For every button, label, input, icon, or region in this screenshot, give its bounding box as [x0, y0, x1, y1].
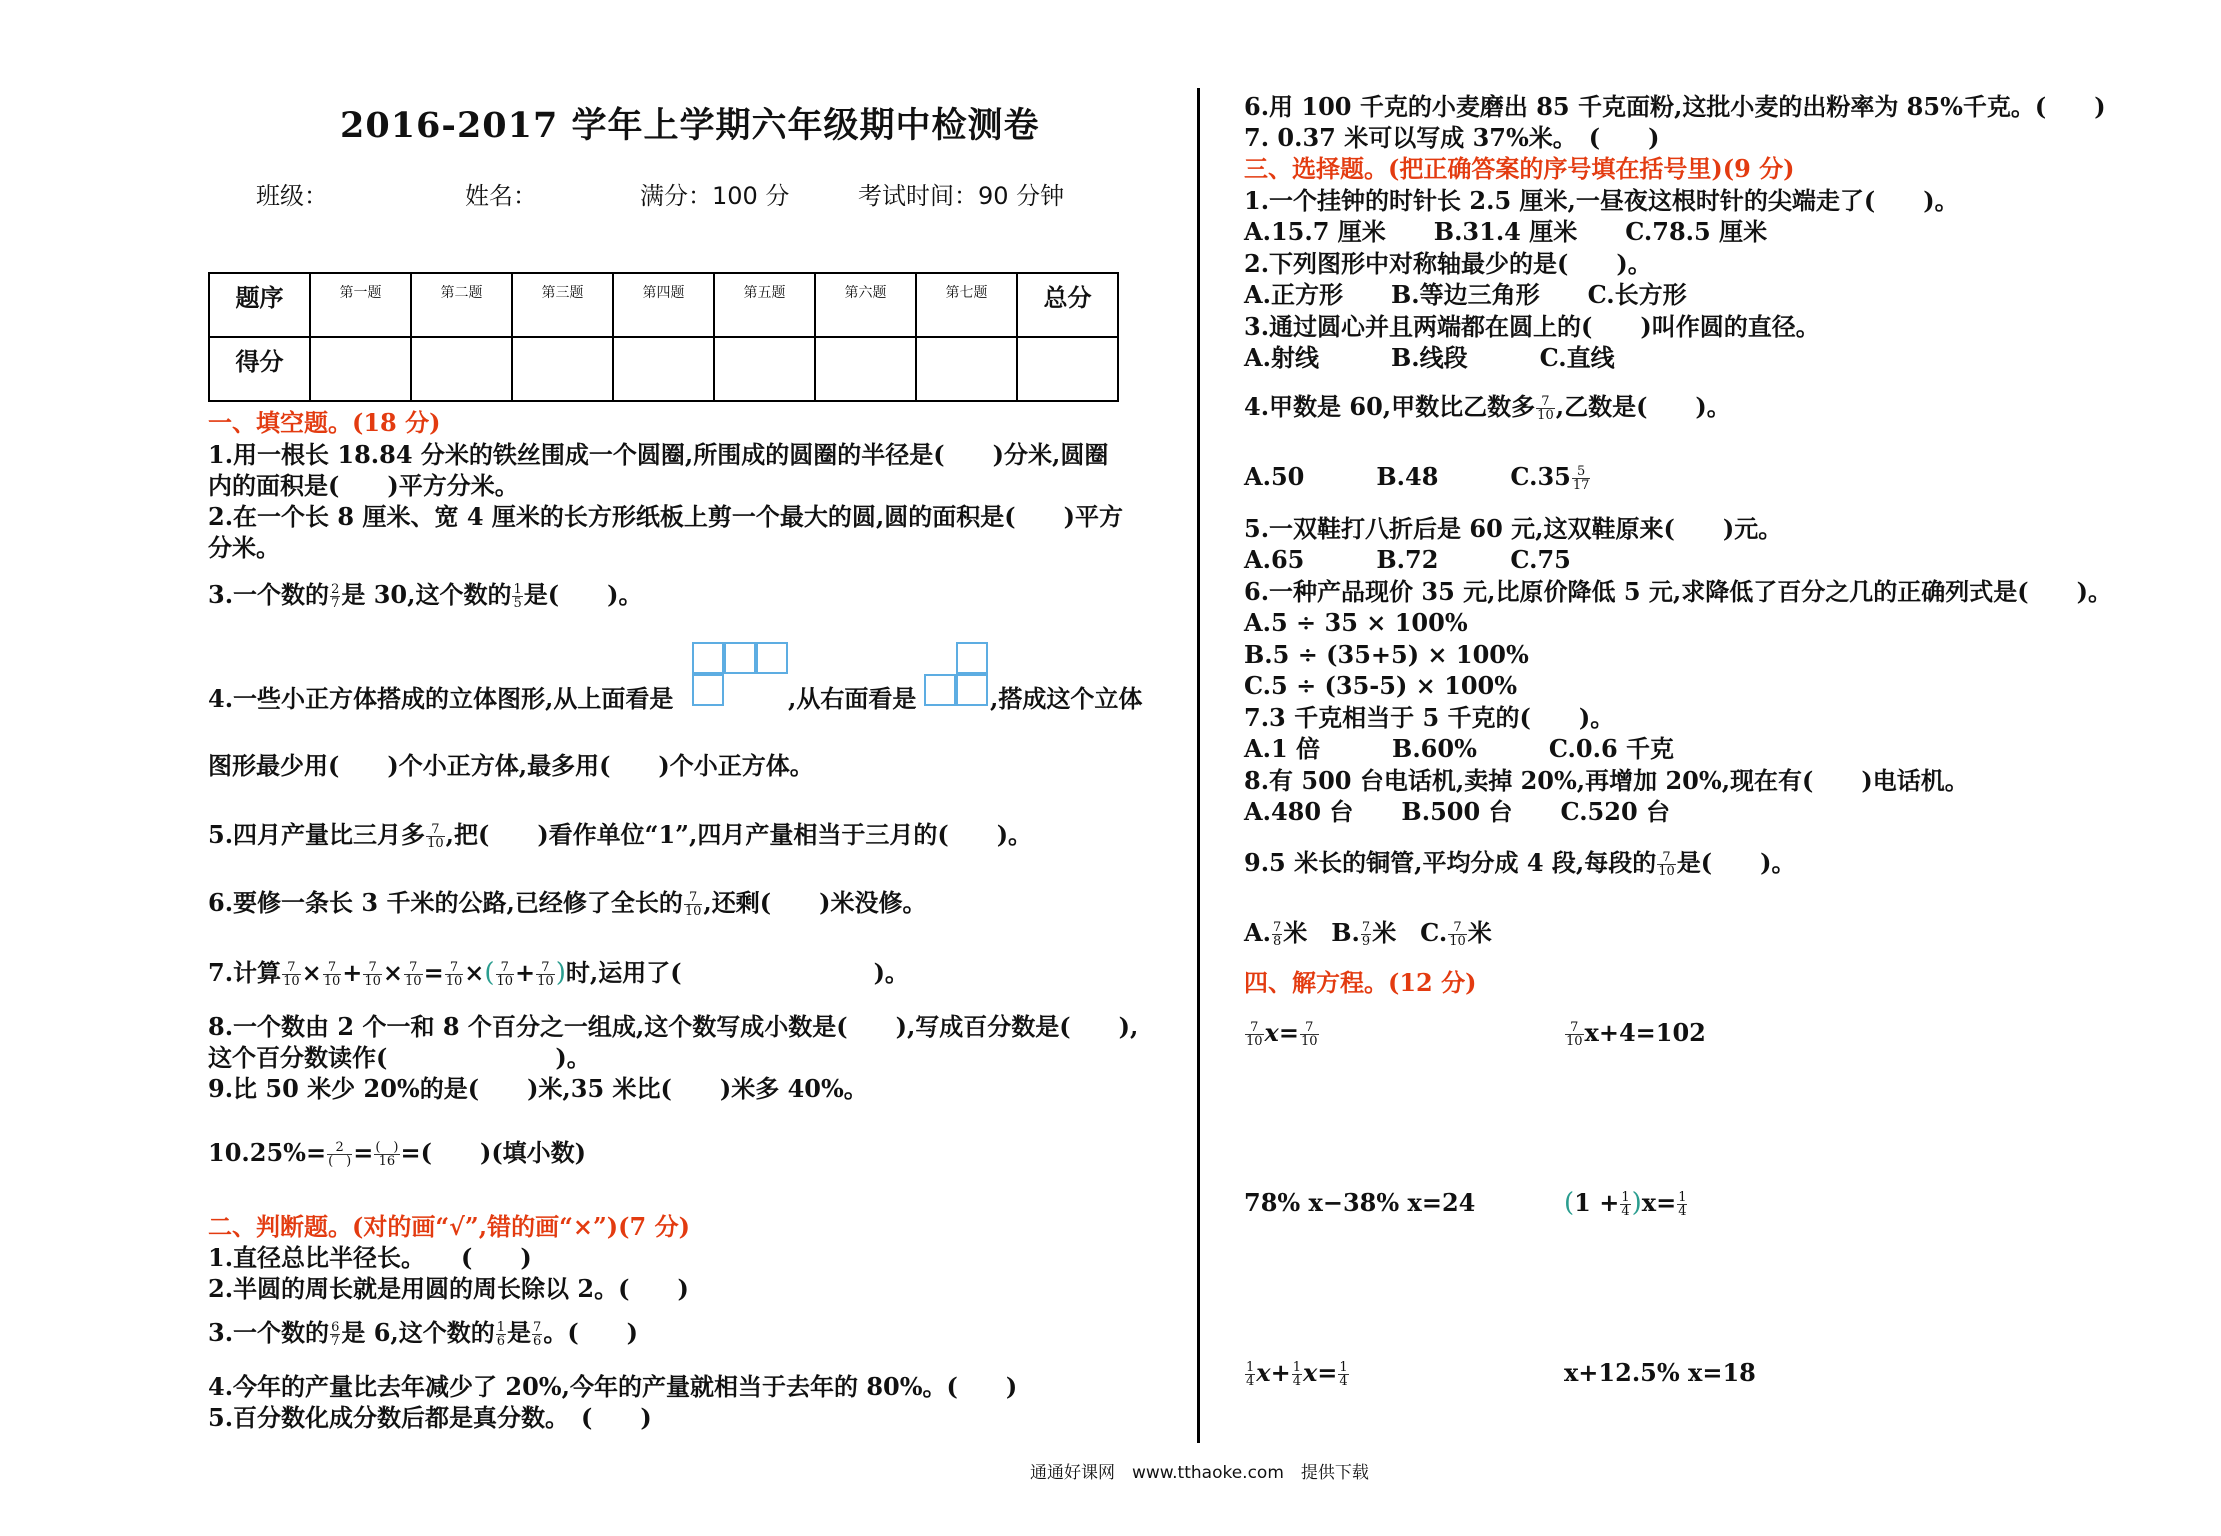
options: A.65 B.72 C.75	[1244, 545, 1571, 574]
question: 5.一双鞋打八折后是 60 元,这双鞋原来( )元。	[1244, 514, 1783, 543]
question: 2.半圆的周长就是用圆的周长除以 2。( )	[208, 1274, 689, 1303]
question: 分米。	[208, 533, 280, 562]
fraction: $\frac{7}{10}$	[445, 960, 463, 989]
options: A.射线 B.线段 C.直线	[1244, 343, 1615, 372]
equation: (1 + $\frac{1}{4}$ )x= $\frac{1}{4}$	[1564, 1188, 1687, 1219]
fraction: $\frac{7}{10}$	[323, 960, 341, 989]
question: 8.一个数由 2 个一和 8 个百分之一组成,这个数写成小数是( ),写成百分数是( ),	[208, 1012, 1139, 1041]
fraction: $\frac{7}{10}$	[684, 890, 702, 919]
question: 3.通过圆心并且两端都在圆上的( )叫作圆的直径。	[1244, 312, 1820, 341]
options: A.15.7 厘米 B.31.4 厘米 C.78.5 厘米	[1244, 217, 1768, 246]
score-cell[interactable]	[411, 337, 512, 401]
fraction: $\frac{7}{10}$	[283, 960, 300, 989]
question: 8.有 500 台电话机,卖掉 20%,再增加 20%,现在有( )电话机。	[1244, 766, 1969, 795]
score-header-cell: 第二题	[411, 273, 512, 337]
score-header-cell: 总分	[1017, 273, 1118, 337]
question: 1.直径总比半径长。 ( )	[208, 1243, 532, 1272]
text: 米 B.	[1283, 918, 1360, 947]
fraction: $\frac{2}{( )}$	[328, 1140, 352, 1169]
fraction: $\frac{1}{4}$	[1339, 1360, 1348, 1389]
option: B.5 ÷ (35+5) × 100%	[1244, 640, 1529, 669]
question: 9.比 50 米少 20%的是( )米,35 米比( )米多 40%。	[208, 1074, 868, 1103]
question	[208, 888, 926, 918]
fraction: $\frac{5}{17}$	[1572, 464, 1590, 493]
text: 5.四月产量比三月多	[208, 820, 426, 849]
question: 7. 0.37 米可以写成 37%米。 ( )	[1244, 123, 1660, 152]
text: 是( )。	[1676, 848, 1796, 877]
score-table	[208, 272, 1119, 402]
question: 10.25%= $\frac{2}{( )}$ = $\frac{( )}{16}$ =( )(填小数)	[208, 1138, 587, 1169]
question: ,从右面看是	[788, 684, 917, 713]
text: 3.一个数的	[208, 1318, 330, 1347]
fraction: $\frac{7}{10}$	[1300, 1020, 1318, 1049]
question: 4.今年的产量比去年减少了 20%,今年的产量就相当于去年的 80%。( )	[208, 1372, 1018, 1401]
fraction: $\frac{7}{10}$	[364, 960, 381, 989]
score-cell[interactable]	[714, 337, 815, 401]
section-2-heading: 二、判断题。(对的画“√”,错的画“×”)(7 分)	[208, 1212, 690, 1241]
text: 是	[507, 1318, 532, 1347]
fraction: $\frac{7}{10}$	[1449, 920, 1466, 949]
text: 9.5 米长的铜管,平均分成 4 段,每段的	[1244, 848, 1657, 877]
fraction: $\frac{7}{10}$	[427, 822, 444, 851]
score-header-cell: 第四题	[613, 273, 714, 337]
text: 6.要修一条长 3 千米的公路,已经修了全长的	[208, 888, 683, 917]
fraction: $\frac{7}{6}$	[533, 1320, 542, 1349]
score-header-cell: 第六题	[815, 273, 916, 337]
text: 是( )。	[523, 580, 643, 609]
fraction: $\frac{7}{10}$	[1537, 394, 1554, 423]
text: 是 30,这个数的	[341, 580, 512, 609]
question: 5.百分数化成分数后都是真分数。 ( )	[208, 1403, 652, 1432]
text: =( )(填小数)	[400, 1138, 587, 1167]
section-4-heading: 四、解方程。(12 分)	[1244, 968, 1477, 997]
text: 3.一个数的	[208, 580, 330, 609]
options: A.1 倍 B.60% C.0.6 千克	[1244, 734, 1675, 763]
fraction: $\frac{1}{4}$	[1292, 1360, 1301, 1389]
question: 2.下列图形中对称轴最少的是( )。	[1244, 249, 1652, 278]
fraction: $\frac{7}{10}$	[1658, 850, 1675, 879]
options	[1244, 918, 1492, 948]
fraction: $\frac{7}{8}$	[1272, 920, 1282, 949]
equation: $\frac{1}{4}$ x+ $\frac{1}{4}$ x= $\frac{1}{4}$	[1246, 1358, 1348, 1389]
section-3-heading: 三、选择题。(把正确答案的序号填在括号里)(9 分)	[1244, 154, 1795, 183]
question: 2.在一个长 8 厘米、宽 4 厘米的长方形纸板上剪一个最大的圆,圆的面积是( )平方	[208, 502, 1123, 531]
fraction: $\frac{7}{10}$	[1246, 1020, 1263, 1049]
text: 4.甲数是 60,甲数比乙数多	[1244, 392, 1536, 421]
text: A.50 B.48 C.35	[1244, 462, 1571, 491]
section-1-heading: 一、填空题。(18 分)	[208, 408, 441, 437]
text: 米	[1467, 918, 1492, 947]
fraction: $\frac{7}{10}$	[1566, 1020, 1583, 1049]
footer-credit: 通通好课网 www.tthaoke.com 提供下载	[1030, 1463, 1369, 1483]
score-header-cell: 第三题	[512, 273, 613, 337]
question: 1.用一根长 18.84 分米的铁丝围成一个圆圈,所围成的圆圈的半径是( )分米,圆圈	[208, 440, 1109, 469]
score-row-label: 得分	[209, 337, 310, 401]
score-cell[interactable]	[815, 337, 916, 401]
option: A.5 ÷ 35 × 100%	[1244, 608, 1468, 637]
score-cell[interactable]	[1017, 337, 1118, 401]
question	[208, 820, 1032, 850]
text: 10.25%=	[208, 1138, 327, 1167]
question: 1.一个挂钟的时针长 2.5 厘米,一昼夜这根时针的尖端走了( )。	[1244, 186, 1959, 215]
fraction: $\frac{1}{4}$	[1621, 1190, 1630, 1219]
option: C.5 ÷ (35-5) × 100%	[1244, 671, 1518, 700]
column-divider	[1197, 88, 1200, 1443]
fraction: $\frac{1}{4}$	[1678, 1190, 1687, 1219]
text: ,把( )看作单位“1”,四月产量相当于三月的( )。	[445, 820, 1033, 849]
question	[1244, 848, 1796, 878]
fraction: $\frac{7}{10}$	[405, 960, 422, 989]
fraction: $\frac{7}{10}$	[537, 960, 554, 989]
score-cell[interactable]	[613, 337, 714, 401]
equation	[1564, 1018, 1706, 1048]
fraction: $\frac{7}{10}$	[496, 960, 514, 989]
question	[208, 1318, 638, 1348]
fraction: $\frac{1}{4}$	[1246, 1360, 1255, 1389]
score-cell[interactable]	[512, 337, 613, 401]
fraction: $\frac{2}{7}$	[331, 582, 340, 611]
text: 是 6,这个数的	[341, 1318, 495, 1347]
equation: 78% x−38% x=24	[1244, 1188, 1476, 1217]
question: 6.一种产品现价 35 元,比原价降低 5 元,求降低了百分之几的正确列式是( )。	[1244, 577, 2112, 606]
page-title: 2016-2017 学年上学期六年级期中检测卷	[340, 105, 1040, 146]
score-header-cell: 第五题	[714, 273, 815, 337]
text: A.	[1244, 918, 1271, 947]
question: 这个百分数读作( )。	[208, 1043, 591, 1072]
equation: x+12.5% x=18	[1564, 1358, 1756, 1387]
class-label: 班级：	[256, 182, 328, 210]
question: 图形最少用( )个小正方体,最多用( )个小正方体。	[208, 751, 814, 780]
score-header-cell: 第七题	[916, 273, 1017, 337]
fraction: $\frac{7}{9}$	[1361, 920, 1371, 949]
fraction: $\frac{6}{7}$	[331, 1320, 340, 1349]
text: ,还剩( )米没修。	[703, 888, 927, 917]
name-label: 姓名：	[465, 182, 537, 210]
fraction: $\frac{( )}{16}$	[375, 1140, 399, 1169]
question: 内的面积是( )平方分米。	[208, 471, 519, 500]
text: 7.计算	[208, 958, 282, 987]
question: ,搭成这个立体	[990, 684, 1143, 713]
question	[208, 580, 642, 610]
equation: $\frac{7}{10}$ x= $\frac{7}{10}$	[1246, 1018, 1318, 1049]
options: A.480 台 B.500 台 C.520 台	[1244, 797, 1671, 826]
options	[1244, 462, 1591, 492]
text: 米 C.	[1372, 918, 1448, 947]
full-score: 满分：100 分	[640, 182, 790, 210]
question: 6.用 100 千克的小麦磨出 85 千克面粉,这批小麦的出粉率为 85%千克。( )	[1244, 92, 2106, 121]
text: 。( )	[543, 1318, 639, 1347]
text: ,乙数是( )。	[1555, 392, 1731, 421]
text: x+4=102	[1584, 1018, 1706, 1047]
fraction: $\frac{1}{6}$	[496, 1320, 506, 1349]
score-cell[interactable]	[310, 337, 411, 401]
fraction: $\frac{1}{5}$	[513, 582, 522, 611]
exam-time: 考试时间：90 分钟	[858, 182, 1065, 210]
score-cell[interactable]	[916, 337, 1017, 401]
question	[1244, 392, 1731, 422]
text: x=	[1641, 1188, 1677, 1217]
question: 4.一些小正方体搭成的立体图形,从上面看是	[208, 684, 674, 713]
score-header-cell: 题序	[209, 273, 310, 337]
question: 7.3 千克相当于 5 千克的( )。	[1244, 703, 1615, 732]
text: 时,运用了( )。	[565, 958, 909, 987]
question: 7.计算 $\frac{7}{10}$ × $\frac{7}{10}$ + $\frac{7}{10}$ × $\frac{7}{10}$ = $\frac{7}{10}$ ×( $\frac{7}{10}$ + $\frac{7}{10}$ )时,运用了( )。	[208, 958, 909, 989]
options: A.正方形 B.等边三角形 C.长方形	[1244, 280, 1687, 309]
score-header-cell: 第一题	[310, 273, 411, 337]
